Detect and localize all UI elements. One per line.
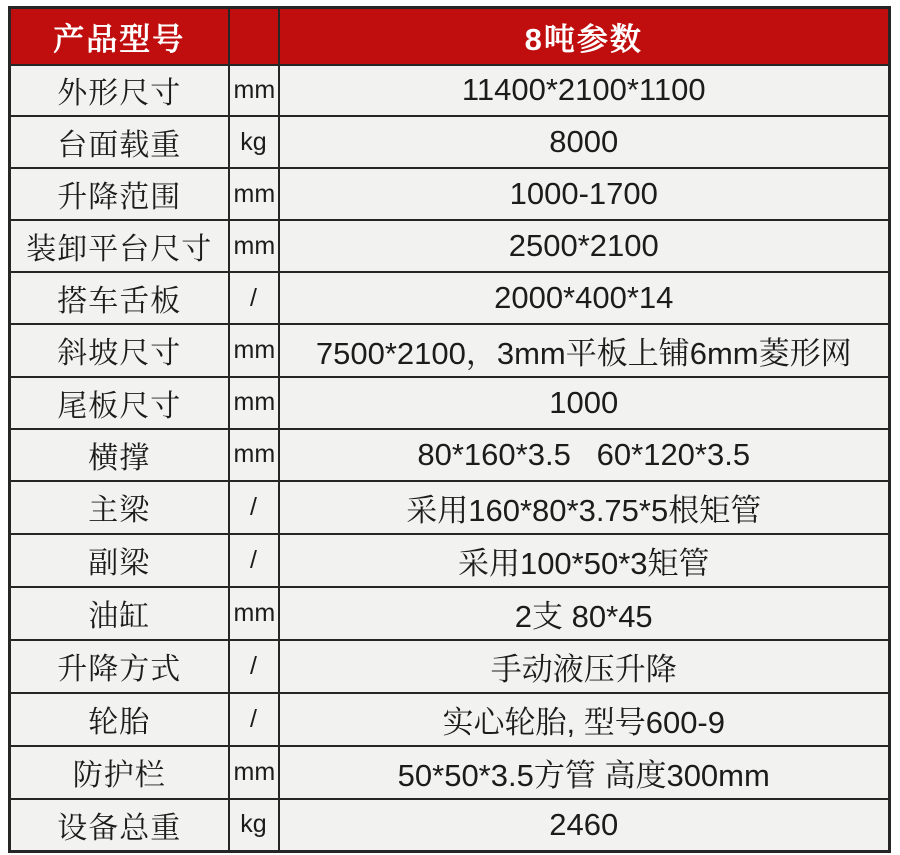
row-unit: mm (229, 168, 279, 220)
row-parameter-label: 斜坡尺寸 (10, 324, 229, 377)
row-parameter-label: 设备总重 (10, 799, 229, 852)
row-parameter-label: 尾板尺寸 (10, 377, 229, 429)
row-value: 手动液压升降 (279, 640, 890, 693)
row-parameter-label: 主梁 (10, 481, 229, 534)
row-value: 80*160*3.5 60*120*3.5 (279, 429, 890, 481)
row-value: 7500*2100，3mm平板上铺6mm菱形网 (279, 324, 890, 377)
row-unit: mm (229, 429, 279, 481)
row-parameter-label: 轮胎 (10, 693, 229, 746)
table-row (10, 534, 890, 587)
table-row (10, 746, 890, 799)
table-row (10, 377, 890, 429)
row-value: 采用160*80*3.75*5根矩管 (279, 481, 890, 534)
row-value: 8000 (279, 116, 890, 168)
product-spec-table (8, 6, 891, 853)
table-row (10, 65, 890, 117)
row-unit: / (229, 481, 279, 534)
row-parameter-label: 台面载重 (10, 116, 229, 168)
table-row (10, 587, 890, 640)
row-unit: mm (229, 65, 279, 117)
row-parameter-label: 升降范围 (10, 168, 229, 220)
row-value: 实心轮胎, 型号600-9 (279, 693, 890, 746)
row-value: 50*50*3.5方管 高度300mm (279, 746, 890, 799)
row-value: 2500*2100 (279, 220, 890, 272)
row-value: 1000-1700 (279, 168, 890, 220)
row-parameter-label: 装卸平台尺寸 (10, 220, 229, 272)
table-row (10, 429, 890, 481)
row-unit: / (229, 272, 279, 324)
row-parameter-label: 防护栏 (10, 746, 229, 799)
table-row (10, 693, 890, 746)
table-row (10, 220, 890, 272)
header-8ton-params: 8吨参数 (279, 8, 890, 65)
row-unit: / (229, 640, 279, 693)
table-row (10, 116, 890, 168)
row-unit: mm (229, 746, 279, 799)
row-unit: kg (229, 799, 279, 852)
table-header (10, 8, 890, 65)
row-unit: / (229, 693, 279, 746)
row-unit: kg (229, 116, 279, 168)
table-row (10, 272, 890, 324)
row-unit: mm (229, 587, 279, 640)
row-value: 采用100*50*3矩管 (279, 534, 890, 587)
row-parameter-label: 升降方式 (10, 640, 229, 693)
row-unit: mm (229, 324, 279, 377)
row-unit: mm (229, 220, 279, 272)
row-parameter-label: 搭车舌板 (10, 272, 229, 324)
row-value: 2460 (279, 799, 890, 852)
table-body (10, 65, 890, 852)
row-value: 1000 (279, 377, 890, 429)
row-parameter-label: 油缸 (10, 587, 229, 640)
header-product-model: 产品型号 (10, 8, 229, 65)
header-row (10, 8, 890, 65)
table-row (10, 481, 890, 534)
row-value: 2支 80*45 (279, 587, 890, 640)
row-value: 11400*2100*1100 (279, 65, 890, 117)
table-row (10, 799, 890, 852)
row-parameter-label: 横撑 (10, 429, 229, 481)
row-parameter-label: 副梁 (10, 534, 229, 587)
row-unit: / (229, 534, 279, 587)
table-row (10, 168, 890, 220)
row-value: 2000*400*14 (279, 272, 890, 324)
table-row (10, 640, 890, 693)
table-row (10, 324, 890, 377)
row-parameter-label: 外形尺寸 (10, 65, 229, 117)
row-unit: mm (229, 377, 279, 429)
header-unit-column (229, 8, 279, 65)
